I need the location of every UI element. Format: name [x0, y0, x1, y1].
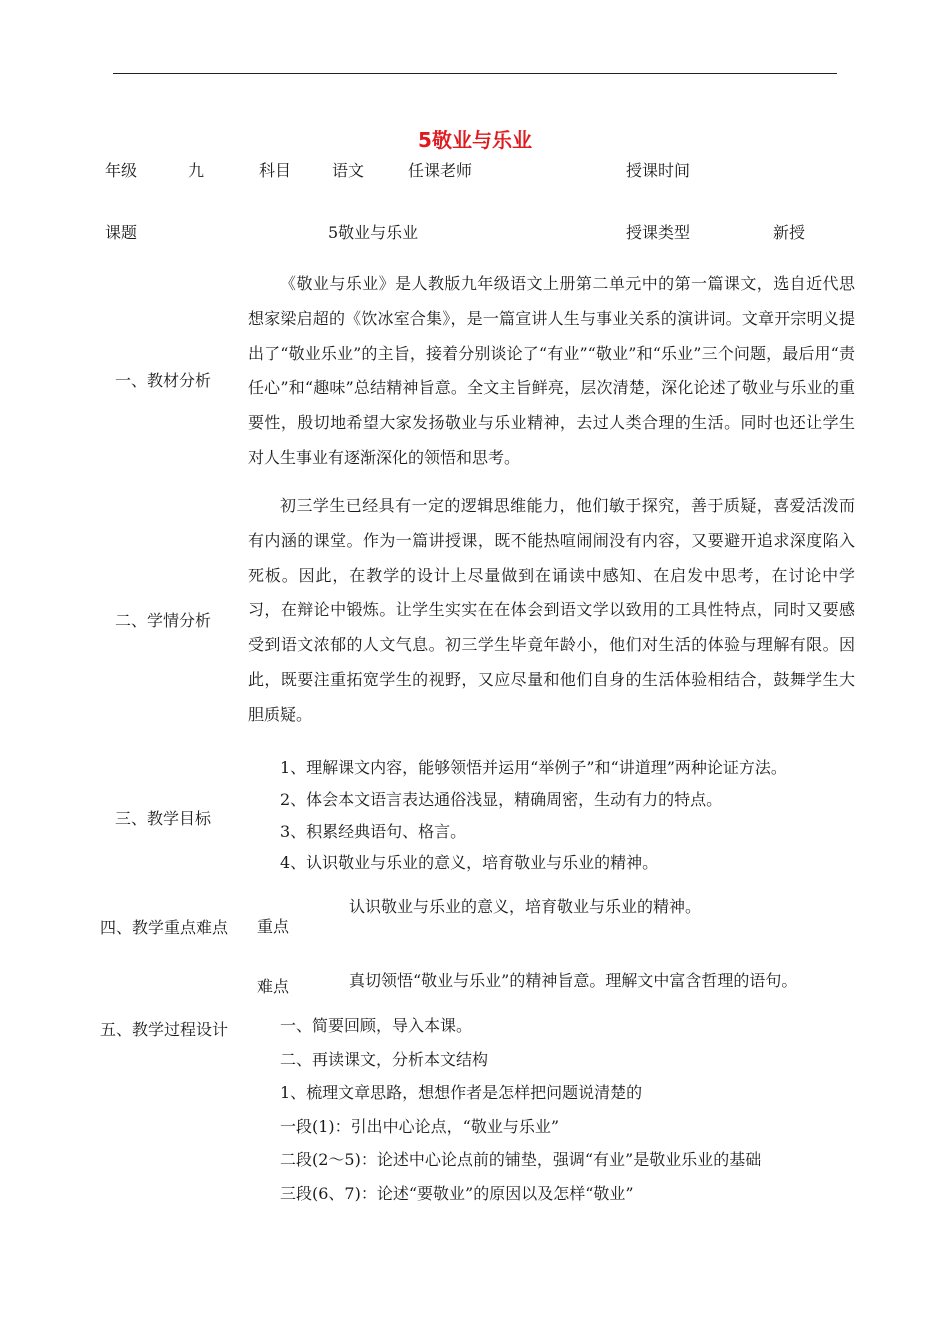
- grade-label: 年级: [105, 161, 138, 180]
- difficulty-label: 难点: [257, 977, 290, 996]
- focus-label: 重点: [257, 917, 290, 936]
- student-analysis-text: 初三学生已经具有一定的逻辑思维能力，他们敏于探究，善于质疑，喜爱活泼而有内涵的课堂。作为一篇讲授课，既不能热喧闹闹没有内容，又要避开追求深度陷入死板。因此，在教学的设计上尽量做到在诵读中感知、在启发中思考，在讨论中学习，在辩论中锻炼。让学生实实在在体会到语文学以致用的工具性特点，同时又要感受到语文浓郁的人文气息。初三学生毕竟年龄小，他们对生活的体验与理解有限。因此，既要注重拓宽学生的视野，又应尽量和他们自身的生活体验相结合，鼓舞学生大胆质疑。: [248, 496, 855, 724]
- process-list: [280, 1009, 761, 1210]
- process-item: 一段(1)：引出中心论点，“敬业与乐业”: [280, 1116, 560, 1136]
- goal-item: 3、积累经典语句、格言。: [280, 821, 467, 841]
- process-item: 三段(6、7)：论述“要敬业”的原因以及怎样“敬业”: [280, 1183, 634, 1203]
- material-analysis-label: 一、教材分析: [115, 371, 212, 390]
- topic-label: 课题: [105, 223, 138, 242]
- goal-item: 4、认识敬业与乐业的意义，培育敬业与乐业的精神。: [280, 853, 659, 873]
- time-label: 授课时间: [626, 161, 691, 180]
- grade-value: 九: [188, 161, 205, 180]
- process-item: 二、再读课文，分析本文结构: [280, 1049, 489, 1069]
- process-item: 二段(2～5)：论述中心论点前的铺垫，强调“有业”是敬业乐业的基础: [280, 1150, 762, 1169]
- student-analysis-label: 二、学情分析: [115, 611, 212, 630]
- page-title: 5敬业与乐业: [418, 128, 532, 152]
- goal-item: 2、体会本文语言表达通俗浅显，精确周密，生动有力的特点。: [280, 789, 723, 809]
- teaching-goals-list: [280, 752, 787, 879]
- process-design-label: 五、教学过程设计: [100, 1020, 229, 1039]
- teacher-label: 任课老师: [408, 161, 473, 180]
- subject-value: 语文: [332, 161, 365, 180]
- header-rule: [113, 73, 837, 74]
- key-points-label: 四、教学重点难点: [100, 918, 229, 937]
- material-analysis-text: 《敬业与乐业》是人教版九年级语文上册第二单元中的第一篇课文，选自近代思想家梁启超的《饮冰室合集》，是一篇宣讲人生与事业关系的演讲词。文章开宗明义提出了“敬业乐业”的主旨，接着分别谈论了“有业”“敬业”和“乐业”三个问题，最后用“责任心”和“趣味”总结精神旨意。全文主旨鲜亮，层次清楚，深化论述了敬业与乐业的重要性，殷切地希望大家发扬敬业与乐业精神，去过人类合理的生活。同时也还让学生对人生事业有逐渐深化的领悟和思考。: [248, 274, 855, 467]
- type-label: 授课类型: [626, 223, 691, 242]
- focus-text: 认识敬业与乐业的意义，培育敬业与乐业的精神。: [349, 897, 702, 916]
- topic-value: 5敬业与乐业: [328, 223, 419, 242]
- teaching-goals-label: 三、教学目标: [115, 809, 212, 828]
- process-item: 1、梳理文章思路，想想作者是怎样把问题说清楚的: [280, 1083, 643, 1102]
- subject-label: 科目: [259, 161, 292, 180]
- difficulty-text: 真切领悟“敬业与乐业”的精神旨意。理解文中富含哲理的语句。: [349, 971, 798, 990]
- process-item: 一、简要回顾，导入本课。: [280, 1016, 473, 1035]
- goal-item: 1、理解课文内容，能够领悟并运用“举例子”和“讲道理”两种论证方法。: [280, 758, 787, 777]
- type-value: 新授: [773, 223, 806, 242]
